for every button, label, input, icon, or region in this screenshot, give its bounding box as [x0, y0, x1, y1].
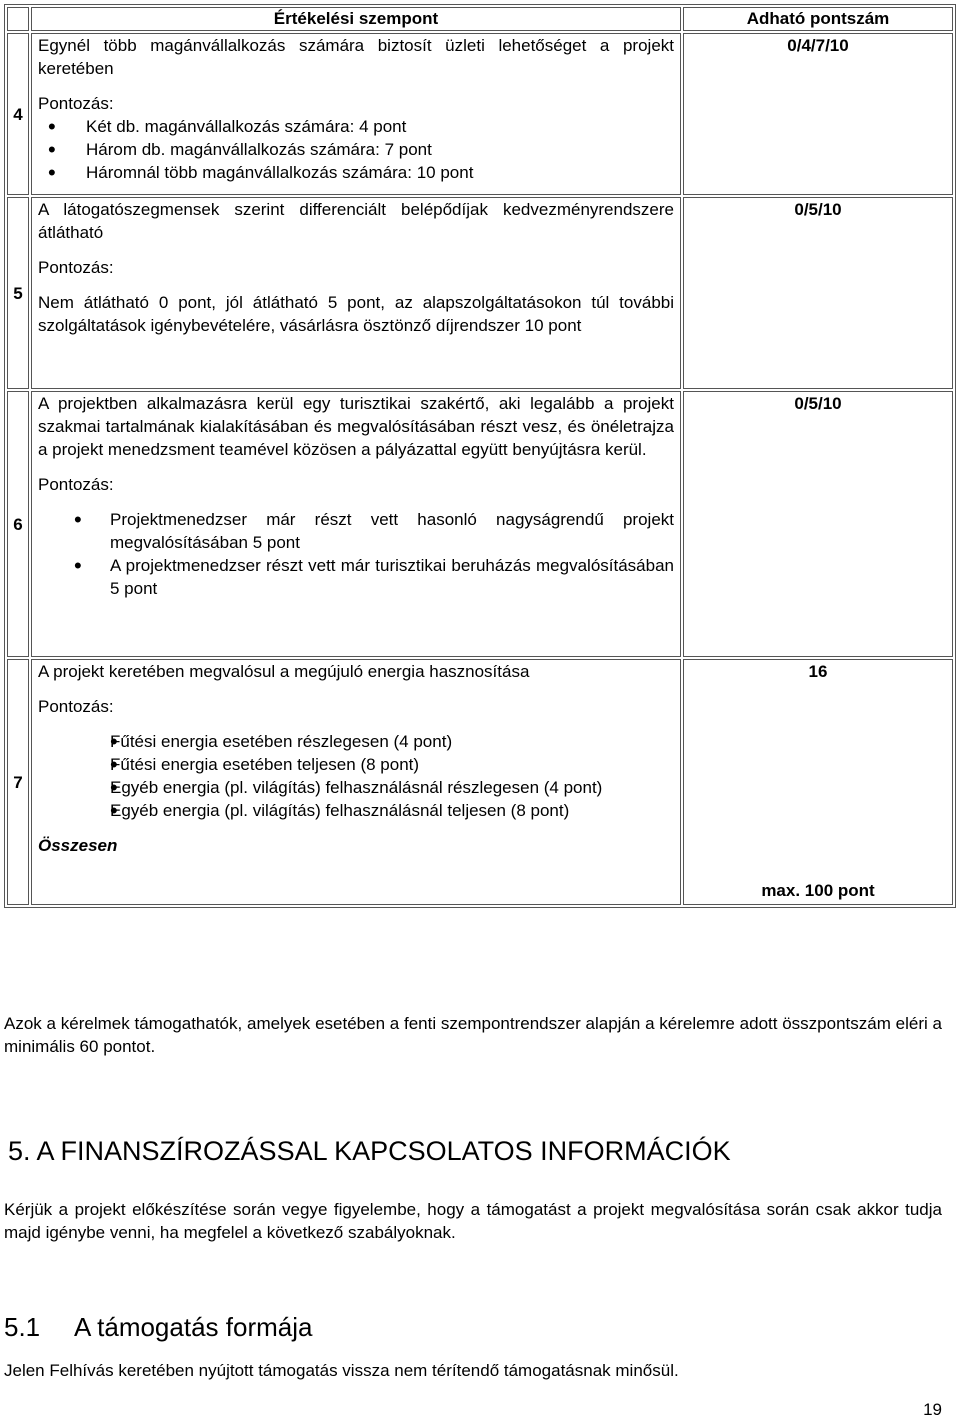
total-label: Összesen — [38, 836, 118, 855]
header-points: Adható pontszám — [683, 7, 953, 31]
row-number: 5 — [7, 197, 29, 389]
table-row — [7, 659, 953, 905]
points-value: 0/5/10 — [683, 197, 953, 389]
header-criterion: Értékelési szempont — [31, 7, 681, 31]
scoring-label: Pontozás: — [38, 697, 114, 716]
scoring-label: Pontozás: — [38, 258, 114, 277]
list-item: • Egyéb energia (pl. világítás) felhasználásnál teljesen (8 pont) — [74, 799, 674, 822]
list-item: • Egyéb energia (pl. világítás) felhasználásnál részlegesen (4 pont) — [74, 776, 674, 799]
criterion-cell — [31, 391, 681, 657]
row-number: 6 — [7, 391, 29, 657]
page-number: 19 — [923, 1400, 942, 1419]
criterion-cell — [31, 33, 681, 195]
table-row — [7, 33, 953, 195]
list-item: • Fűtési energia esetében teljesen (8 pont) — [74, 753, 674, 776]
subsection-heading — [4, 1310, 312, 1344]
criterion-cell — [31, 197, 681, 389]
points-cell — [683, 659, 953, 905]
evaluation-criteria-table — [4, 4, 956, 908]
criterion-cell — [31, 659, 681, 905]
header-number-cell — [7, 7, 29, 31]
total-points: max. 100 pont — [761, 881, 875, 900]
table-row — [7, 197, 953, 389]
list-item: • Háromnál több magánvállalkozás számára: 10 pont — [38, 161, 674, 184]
scoring-list — [38, 508, 674, 600]
section-heading: 5. A FINANSZÍROZÁSSAL KAPCSOLATOS INFORMÁCIÓK — [8, 1136, 731, 1166]
scoring-text: Nem átlátható 0 pont, jól átlátható 5 pont, az alapszolgáltatásokon túl további szolgáltatások igénybevételére, vásárlásra ösztönző díjrendszer 10 pont — [38, 293, 674, 335]
row-number: 4 — [7, 33, 29, 195]
table-header-row — [7, 7, 953, 31]
scoring-list — [74, 730, 674, 822]
scoring-label: Pontozás: — [38, 475, 114, 494]
subsection-number: 5.1 — [4, 1312, 41, 1342]
criterion-title: A látogatószegmensek szerint differenciált belépődíjak kedvezményrendszere átlátható — [38, 200, 674, 242]
criterion-title: Egynél több magánvállalkozás számára biztosít üzleti lehetőséget a projekt keretében — [38, 36, 674, 78]
list-item: • A projektmenedzser részt vett már turisztikai beruházás megvalósításában 5 pont — [38, 554, 674, 600]
criterion-title: A projektben alkalmazásra kerül egy turisztikai szakértő, aki legalább a projekt szakmai tartalmának kialakításában és megvalósításában részt vesz, és önéletrajza a projekt menedzsment teamével közösen a pályázattal együtt benyújtásra kerül. — [38, 394, 674, 459]
criterion-title: A projekt keretében megvalósul a megújuló energia hasznosítása — [38, 662, 530, 681]
row-number: 7 — [7, 659, 29, 905]
points-value: 16 — [808, 662, 828, 681]
list-item: • Két db. magánvállalkozás számára: 4 pont — [38, 115, 674, 138]
table-row — [7, 391, 953, 657]
list-item: • Projektmenedzser már részt vett hasonló nagyságrendű projekt megvalósításában 5 pont — [38, 508, 674, 554]
points-value: 0/4/7/10 — [683, 33, 953, 195]
scoring-label: Pontozás: — [38, 94, 114, 113]
points-value: 0/5/10 — [683, 391, 953, 657]
scoring-list — [38, 115, 674, 184]
subsection-title: A támogatás formája — [74, 1312, 313, 1342]
list-item: • Fűtési energia esetében részlegesen (4 pont) — [74, 730, 674, 753]
eligibility-paragraph: Azok a kérelmek támogathatók, amelyek esetében a fenti szempontrendszer alapján a kérelemre adott összpontszám eléri a minimális 60 pontot. — [4, 1014, 942, 1056]
list-item: • Három db. magánvállalkozás számára: 7 pont — [38, 138, 674, 161]
support-form-paragraph: Jelen Felhívás keretében nyújtott támogatás vissza nem térítendő támogatásnak minősül. — [4, 1361, 679, 1380]
financing-paragraph: Kérjük a projekt előkészítése során vegye figyelembe, hogy a támogatást a projekt megvalósítása során csak akkor tudja majd igénybe venni, ha megfelel a következő szabályoknak. — [4, 1200, 942, 1242]
